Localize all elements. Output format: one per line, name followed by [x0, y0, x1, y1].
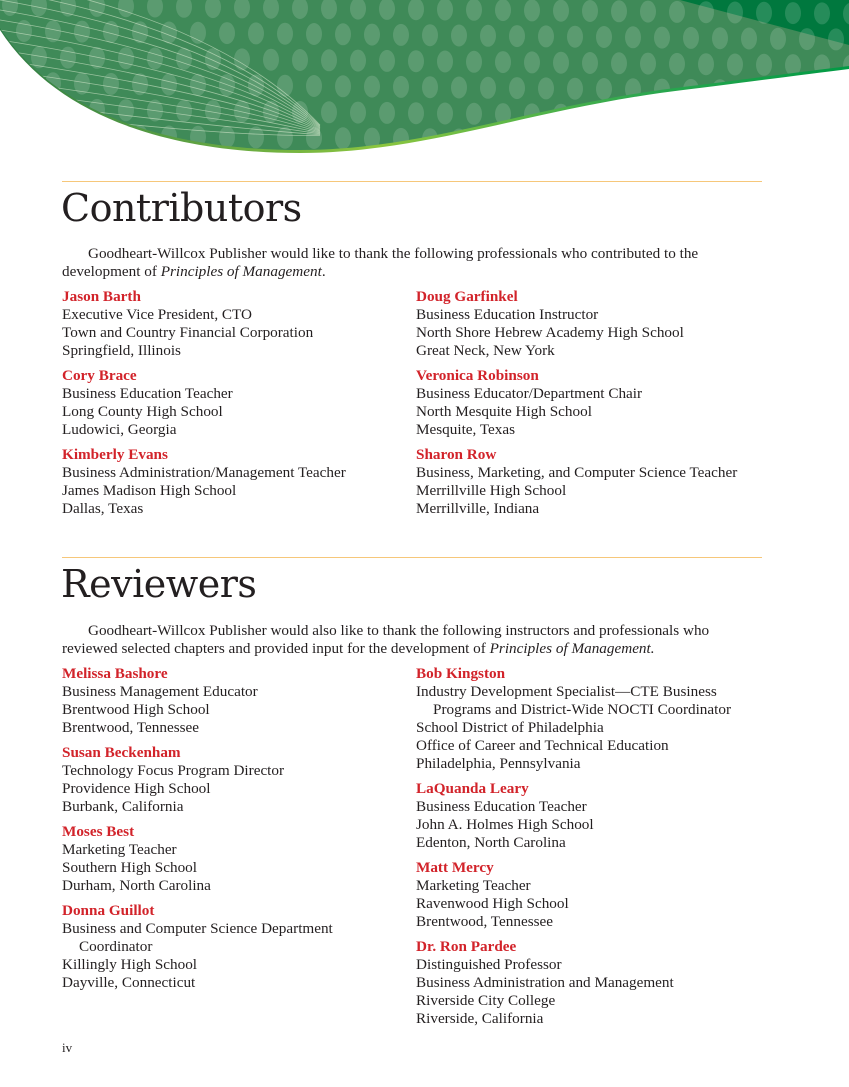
person-name: LaQuanda Leary — [416, 780, 529, 797]
person-detail-line: Long County High School — [62, 403, 223, 420]
banner-dot — [712, 27, 728, 49]
banner-dot — [828, 28, 844, 50]
person-detail-line: Providence High School — [62, 780, 211, 797]
person-entry — [62, 744, 412, 816]
person-name: Cory Brace — [62, 367, 137, 384]
person-detail-line: Brentwood High School — [62, 701, 210, 718]
person-detail-line: Ludowici, Georgia — [62, 421, 177, 438]
banner-dot — [611, 104, 627, 126]
banner-dot — [654, 27, 670, 49]
banner-dot — [364, 76, 380, 98]
intro-text: Goodheart-Willcox Publisher would like to thank the following professionals who contributed to the development of — [62, 245, 699, 280]
banner-dot — [741, 28, 757, 50]
banner-dot — [582, 52, 598, 74]
person-entry — [62, 665, 412, 737]
banner-dot — [451, 25, 467, 47]
banner-dot — [596, 26, 612, 48]
person-detail-line: Marketing Teacher — [416, 877, 531, 894]
banner-dot — [698, 53, 714, 75]
reviewers-heading: Reviewers — [61, 562, 257, 606]
person-detail-line: John A. Holmes High School — [416, 816, 594, 833]
decorative-green-banner — [0, 0, 849, 160]
section-divider — [62, 181, 762, 182]
person-detail-line: Riverside, California — [416, 1010, 544, 1027]
banner-dot — [190, 74, 206, 96]
person-entry — [416, 938, 816, 1028]
banner-dot — [538, 77, 554, 99]
banner-dot — [727, 54, 743, 76]
person-entry — [416, 446, 816, 518]
person-detail-line: Mesquite, Texas — [416, 421, 516, 438]
person-detail-line: Business Management Educator — [62, 683, 258, 700]
banner-dot — [611, 0, 627, 22]
person-detail-line: Brentwood, Tennessee — [62, 719, 199, 736]
banner-dot — [669, 105, 685, 127]
banner-dot — [611, 52, 627, 74]
banner-dot — [147, 48, 163, 70]
banner-dot — [524, 51, 540, 73]
banner-dot — [828, 132, 844, 154]
person-detail-line: Edenton, North Carolina — [416, 834, 566, 851]
person-entry — [416, 859, 816, 931]
banner-dot — [263, 49, 279, 71]
banner-dot — [16, 72, 32, 94]
reviewers-left-column — [62, 665, 412, 999]
banner-dot — [683, 131, 699, 153]
person-entry — [416, 665, 816, 773]
banner-dot — [364, 24, 380, 46]
person-detail-line: Business Administration and Management — [416, 974, 674, 991]
banner-dot — [698, 105, 714, 127]
banner-dot — [524, 0, 540, 21]
banner-dot — [669, 53, 685, 75]
person-detail-line: Southern High School — [62, 859, 197, 876]
contributors-right-column — [416, 288, 816, 525]
intro-end: . — [321, 263, 326, 280]
banner-dot — [277, 23, 293, 45]
person-detail-line: Coordinator — [79, 938, 153, 955]
banner-dot — [306, 23, 322, 45]
person-detail-line: School District of Philadelphia — [416, 719, 604, 736]
banner-dot — [712, 131, 728, 153]
person-entry — [62, 446, 412, 518]
person-detail-line: Philadelphia, Pennsylvania — [416, 755, 581, 772]
person-detail-line: North Mesquite High School — [416, 403, 592, 420]
person-detail-line: Merrillville, Indiana — [416, 500, 540, 517]
banner-dot — [306, 75, 322, 97]
banner-dot — [567, 26, 583, 48]
banner-dot — [60, 99, 76, 121]
banner-dot — [480, 77, 496, 99]
banner-dot — [799, 28, 815, 50]
person-name: Jason Barth — [62, 288, 141, 305]
reviewers-intro — [62, 622, 762, 658]
banner-dot — [437, 51, 453, 73]
banner-dot — [625, 130, 641, 152]
banner-dot — [538, 25, 554, 47]
person-detail-line: Technology Focus Program Director — [62, 762, 285, 779]
banner-dot — [248, 22, 264, 44]
banner-dot — [350, 102, 366, 124]
banner-dot — [814, 2, 830, 24]
banner-dot — [321, 101, 337, 123]
person-detail-line: Town and Country Financial Corporation — [62, 324, 314, 341]
person-detail-line: Business Education Teacher — [416, 798, 587, 815]
banner-dot — [422, 76, 438, 98]
person-detail-line: Business and Computer Science Department — [62, 920, 333, 937]
banner-dot — [640, 105, 656, 127]
person-detail-line: Durham, North Carolina — [62, 877, 211, 894]
banner-dot — [669, 1, 685, 23]
banner-dot — [640, 1, 656, 23]
banner-dot — [393, 128, 409, 150]
person-detail-line: Marketing Teacher — [62, 841, 177, 858]
banner-dot — [770, 132, 786, 154]
banner-dot — [2, 98, 18, 120]
person-detail-line: Riverside City College — [416, 992, 556, 1009]
person-detail-line: Programs and District-Wide NOCTI Coordinator — [433, 701, 732, 718]
person-detail-line: Business, Marketing, and Computer Science Teacher — [416, 464, 738, 481]
person-detail-line: Office of Career and Technical Education — [416, 737, 669, 754]
banner-dot — [799, 80, 815, 102]
banner-dot — [321, 49, 337, 71]
banner-dot — [683, 79, 699, 101]
person-detail-line: Distinguished Professor — [416, 956, 562, 973]
person-name: Bob Kingston — [416, 665, 506, 682]
banner-dot — [495, 0, 511, 21]
banner-dot — [335, 23, 351, 45]
book-title: Principles of Management — [160, 263, 322, 280]
person-detail-line: Dallas, Texas — [62, 500, 144, 517]
banner-dot — [596, 78, 612, 100]
banner-dot — [553, 0, 569, 22]
person-detail-line: Industry Development Specialist—CTE Business — [416, 683, 717, 700]
banner-dot — [625, 26, 641, 48]
banner-dot — [596, 130, 612, 152]
contributors-intro — [62, 245, 762, 281]
banner-dot — [509, 25, 525, 47]
banner-dot — [770, 80, 786, 102]
banner-dot — [741, 132, 757, 154]
banner-dot — [538, 129, 554, 151]
person-name: Donna Guillot — [62, 902, 155, 919]
banner-dot — [814, 54, 830, 76]
banner-dot — [176, 48, 192, 70]
banner-dot — [756, 54, 772, 76]
person-name: Dr. Ron Pardee — [416, 938, 517, 955]
person-name: Susan Beckenham — [62, 744, 181, 761]
banner-dot — [408, 50, 424, 72]
banner-dot — [393, 76, 409, 98]
banner-dot — [190, 22, 206, 44]
banner-dot — [727, 106, 743, 128]
banner-dot — [335, 75, 351, 97]
person-entry — [62, 902, 412, 992]
person-entry — [62, 288, 412, 360]
banner-dot — [756, 106, 772, 128]
person-detail-line: Executive Vice President, CTO — [62, 306, 253, 323]
banner-dot — [727, 2, 743, 24]
banner-dot — [74, 21, 90, 43]
banner-dot — [785, 106, 801, 128]
banner-dot — [219, 22, 235, 44]
banner-dot — [843, 107, 849, 129]
person-name: Sharon Row — [416, 446, 497, 463]
person-name: Doug Garfinkel — [416, 288, 518, 305]
person-detail-line: James Madison High School — [62, 482, 237, 499]
banner-dot — [553, 52, 569, 74]
banner-dot — [741, 80, 757, 102]
person-entry — [416, 288, 816, 360]
book-title: Principles of Management. — [489, 640, 655, 657]
banner-dot — [16, 124, 32, 146]
person-entry — [416, 780, 816, 852]
banner-dot — [45, 72, 61, 94]
banner-dot — [582, 104, 598, 126]
banner-dot — [509, 129, 525, 151]
person-detail-line: Business Education Instructor — [416, 306, 599, 323]
banner-dot — [335, 127, 351, 149]
banner-dot — [379, 102, 395, 124]
banner-dot — [350, 50, 366, 72]
banner-dot — [176, 100, 192, 122]
banner-dot — [437, 103, 453, 125]
banner-dot — [422, 24, 438, 46]
banner-dot — [567, 78, 583, 100]
banner-dot — [799, 132, 815, 154]
banner-dot — [103, 73, 119, 95]
banner-dot — [466, 51, 482, 73]
banner-dot — [45, 124, 61, 146]
person-detail-line: Business Education Teacher — [62, 385, 233, 402]
banner-dot — [393, 24, 409, 46]
banner-dot — [60, 47, 76, 69]
banner-dot — [379, 50, 395, 72]
banner-dot — [495, 51, 511, 73]
banner-dot — [480, 129, 496, 151]
banner-dot — [828, 80, 844, 102]
banner-dot — [234, 100, 250, 122]
person-detail-line: Killingly High School — [62, 956, 198, 973]
banner-dot — [103, 125, 119, 147]
person-detail-line: Dayville, Connecticut — [62, 974, 196, 991]
banner-dot — [118, 99, 134, 121]
banner-dot — [277, 127, 293, 149]
banner-dot — [31, 98, 47, 120]
section-divider — [62, 557, 762, 558]
banner-dot — [785, 2, 801, 24]
person-detail-line: Great Neck, New York — [416, 342, 555, 359]
banner-dot — [698, 1, 714, 23]
person-detail-line: Springfield, Illinois — [62, 342, 181, 359]
person-detail-line: North Shore Hebrew Academy High School — [416, 324, 684, 341]
banner-dot — [118, 47, 134, 69]
reviewers-right-column — [416, 665, 816, 1035]
banner-dot — [654, 131, 670, 153]
banner-dot — [640, 53, 656, 75]
banner-dot — [451, 77, 467, 99]
person-detail-line: Business Administration/Management Teacher — [62, 464, 346, 481]
person-entry — [416, 367, 816, 439]
person-detail-line: Merrillville High School — [416, 482, 567, 499]
banner-dot — [567, 130, 583, 152]
person-detail-line: Business Educator/Department Chair — [416, 385, 643, 402]
banner-dot — [161, 74, 177, 96]
person-name: Veronica Robinson — [416, 367, 539, 384]
person-detail-line: Ravenwood High School — [416, 895, 569, 912]
banner-dot — [509, 77, 525, 99]
banner-dot — [756, 2, 772, 24]
banner-dot — [292, 49, 308, 71]
banner-dot — [770, 28, 786, 50]
banner-dot — [466, 103, 482, 125]
banner-dot — [219, 126, 235, 148]
person-detail-line: Burbank, California — [62, 798, 184, 815]
banner-dot — [74, 125, 90, 147]
contributors-left-column — [62, 288, 412, 525]
person-entry — [62, 823, 412, 895]
person-entry — [62, 367, 412, 439]
banner-dot — [814, 106, 830, 128]
person-name: Kimberly Evans — [62, 446, 168, 463]
person-name: Matt Mercy — [416, 859, 494, 876]
banner-dot — [683, 27, 699, 49]
banner-dot — [408, 102, 424, 124]
intro-text: Goodheart-Willcox Publisher would also like to thank the following instructors and professionals who reviewed selected chapters and provided input for the development of — [62, 622, 710, 657]
banner-dot — [480, 25, 496, 47]
page-number: iv — [62, 1040, 73, 1055]
contributors-heading: Contributors — [61, 186, 302, 230]
person-name: Melissa Bashore — [62, 665, 168, 682]
person-name: Moses Best — [62, 823, 135, 840]
banner-dot — [582, 0, 598, 22]
person-detail-line: Brentwood, Tennessee — [416, 913, 553, 930]
